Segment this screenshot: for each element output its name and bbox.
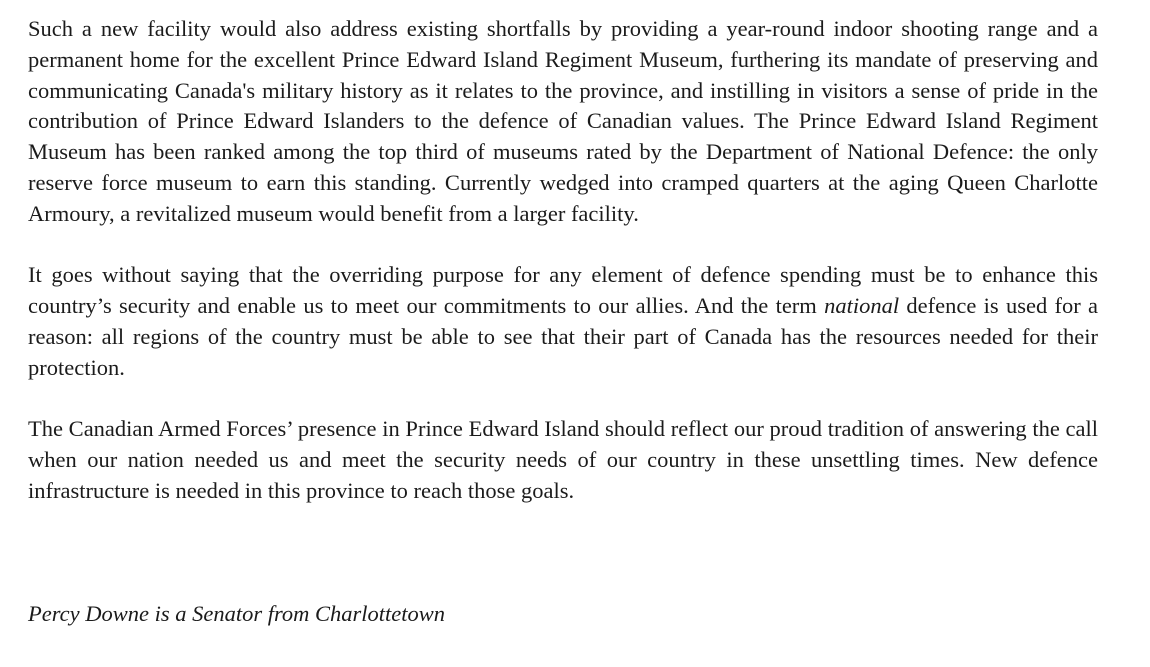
paragraph-defence-purpose <box>28 260 1098 383</box>
paragraph-defence-purpose-end: defence is used for a reason: all regions of the country must be able to see that their part of Canada has the resources needed for their protection. <box>28 293 1099 380</box>
paragraph-defence-purpose-start: It goes without saying that the overriding purpose for any element of defence spending must be to enhance this country’s security and enable us to meet our commitments to our allies. And the term <box>28 262 1098 319</box>
paragraph-armed-forces-presence: The Canadian Armed Forces’ presence in Prince Edward Island should reflect our proud tradition of answering the call when our nation needed us and meet the security needs of our country in these unsettling times. New defence infrastructure is needed in this province to reach those goals. <box>28 416 1098 503</box>
paragraph-facility: Such a new facility would also address existing shortfalls by providing a year-round indoor shooting range and a permanent home for the excellent Prince Edward Island Regiment Museum, furthering its mandate of preserving and communicating Canada's military history as it relates to the province, and instilling in visitors a sense of pride in the contribution of Prince Edward Islanders to the defence of Canadian values. The Prince Edward Island Regiment Museum has been ranked among the top third of museums rated by the Department of National Defence: the only reserve force museum to earn this standing. Currently wedged into cramped quarters at the aging Queen Charlotte Armoury, a revitalized museum would benefit from a larger facility. <box>28 16 1098 226</box>
author-byline: Percy Downe is a Senator from Charlottetown <box>28 601 446 626</box>
emphasized-word-national: national <box>824 293 900 319</box>
